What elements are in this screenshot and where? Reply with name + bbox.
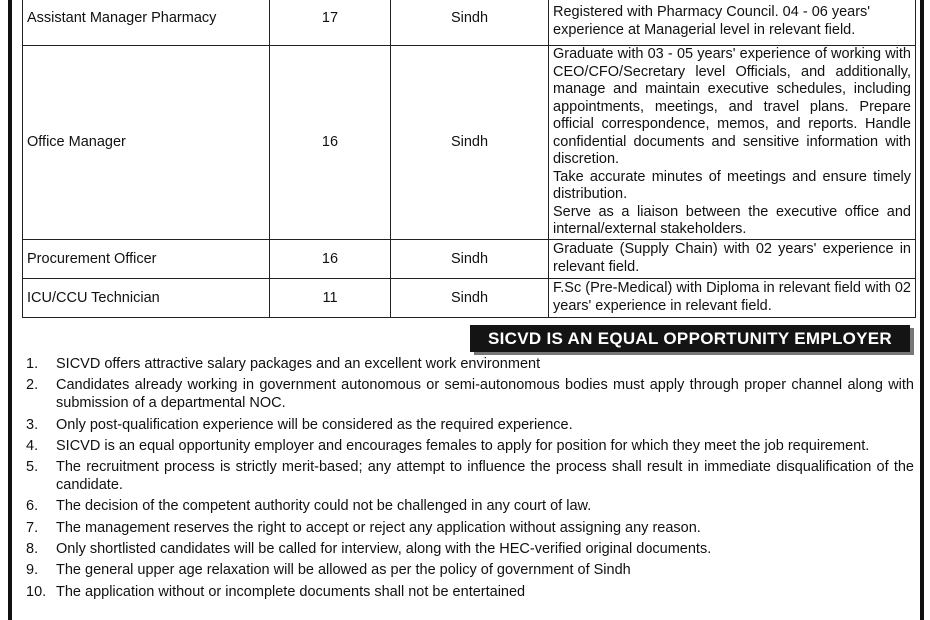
note-number: 2.	[26, 377, 39, 394]
note-number: 10.	[26, 583, 47, 600]
domicile-cell: Sindh	[391, 239, 549, 278]
position-cell: Office Manager	[23, 46, 270, 240]
jobs-table	[22, 0, 916, 318]
requirement-line: Serve as a liaison between the executive office and internal/external stakeholders.	[553, 203, 911, 237]
list-item	[26, 355, 914, 373]
note-text: The general upper age relaxation will be allowed as per the policy of government of Sindh	[56, 562, 631, 579]
note-text: SICVD offers attractive salary packages and an excellent work environment	[56, 356, 541, 372]
table-row	[23, 0, 916, 46]
bps-cell: 16	[270, 46, 391, 240]
position-cell: ICU/CCU Technician	[23, 278, 270, 317]
position-cell: Procurement Officer	[23, 239, 270, 278]
bps-cell: 17	[270, 0, 391, 46]
note-text: Only post-qualification experience will be considered as the required experience.	[56, 416, 573, 433]
domicile-cell: Sindh	[391, 46, 549, 240]
note-text: The application without or incomplete documents shall not be entertained	[56, 583, 526, 600]
list-item	[26, 437, 914, 455]
requirement-cell	[549, 0, 916, 46]
domicile-cell: Sindh	[391, 0, 549, 46]
note-number: 8.	[26, 541, 39, 558]
note-text: Candidates already working in government autonomous or semi-autonomous bodies must apply through proper channel along with submission of a departmental NOC.	[56, 377, 914, 412]
table-row	[23, 278, 916, 317]
page-border-left	[8, 0, 12, 620]
requirement-cell: Graduate (Supply Chain) with 02 years' experience in relevant field.	[549, 239, 916, 278]
list-item	[26, 497, 914, 515]
bps-cell: 11	[270, 278, 391, 317]
list-item	[26, 540, 914, 558]
list-item	[26, 458, 914, 494]
note-number: 4.	[26, 437, 39, 454]
list-item	[26, 561, 914, 579]
note-number: 1.	[26, 356, 39, 372]
note-number: 5.	[26, 459, 39, 476]
note-number: 7.	[26, 519, 39, 536]
page-border-right	[920, 0, 924, 620]
list-item	[26, 583, 914, 601]
requirement-cell: F.Sc (Pre-Medical) with Diploma in relevant field with 02 years' experience in relevant field.	[549, 278, 916, 317]
table-row	[23, 239, 916, 278]
equal-opportunity-banner: SICVD IS AN EQUAL OPPORTUNITY EMPLOYER	[470, 325, 910, 352]
note-text: The management reserves the right to accept or reject any application without assigning any reason.	[56, 519, 701, 536]
requirement-cell	[549, 46, 916, 240]
notes-list	[26, 355, 914, 604]
position-cell: Assistant Manager Pharmacy	[23, 0, 270, 46]
table-row	[23, 46, 916, 240]
requirement-line: Graduate with 03 - 05 years' experience of working with CEO/CFO/Secretary level Officials, and additionally, manage and maintain executive schedules, including appointments, meetings, and travel plans. Prepare official correspondence, memos, and reports. Handle confidential documents and sensitive information with discretion.	[553, 46, 911, 167]
bps-cell: 16	[270, 239, 391, 278]
list-item	[26, 376, 914, 412]
list-item	[26, 519, 914, 537]
note-text: Only shortlisted candidates will be called for interview, along with the HEC-verified original documents.	[56, 541, 712, 558]
note-number: 9.	[26, 562, 39, 579]
requirement-line: Registered with Pharmacy Council. 04 - 06 years'	[553, 4, 871, 20]
note-number: 6.	[26, 498, 39, 515]
note-text: The decision of the competent authority could not be challenged in any court of law.	[56, 498, 592, 515]
note-text: The recruitment process is strictly merit-based; any attempt to influence the process shall result in immediate disqualification of the candidate.	[56, 459, 914, 494]
note-text: SICVD is an equal opportunity employer and encourages females to apply for position for which they meet the job requirement.	[56, 437, 870, 454]
domicile-cell: Sindh	[391, 278, 549, 317]
requirement-line: Take accurate minutes of meetings and ensure timely distribution.	[553, 168, 911, 202]
note-number: 3.	[26, 416, 39, 433]
requirement-line: experience at Managerial level in relevant field.	[553, 21, 856, 38]
list-item	[26, 416, 914, 434]
